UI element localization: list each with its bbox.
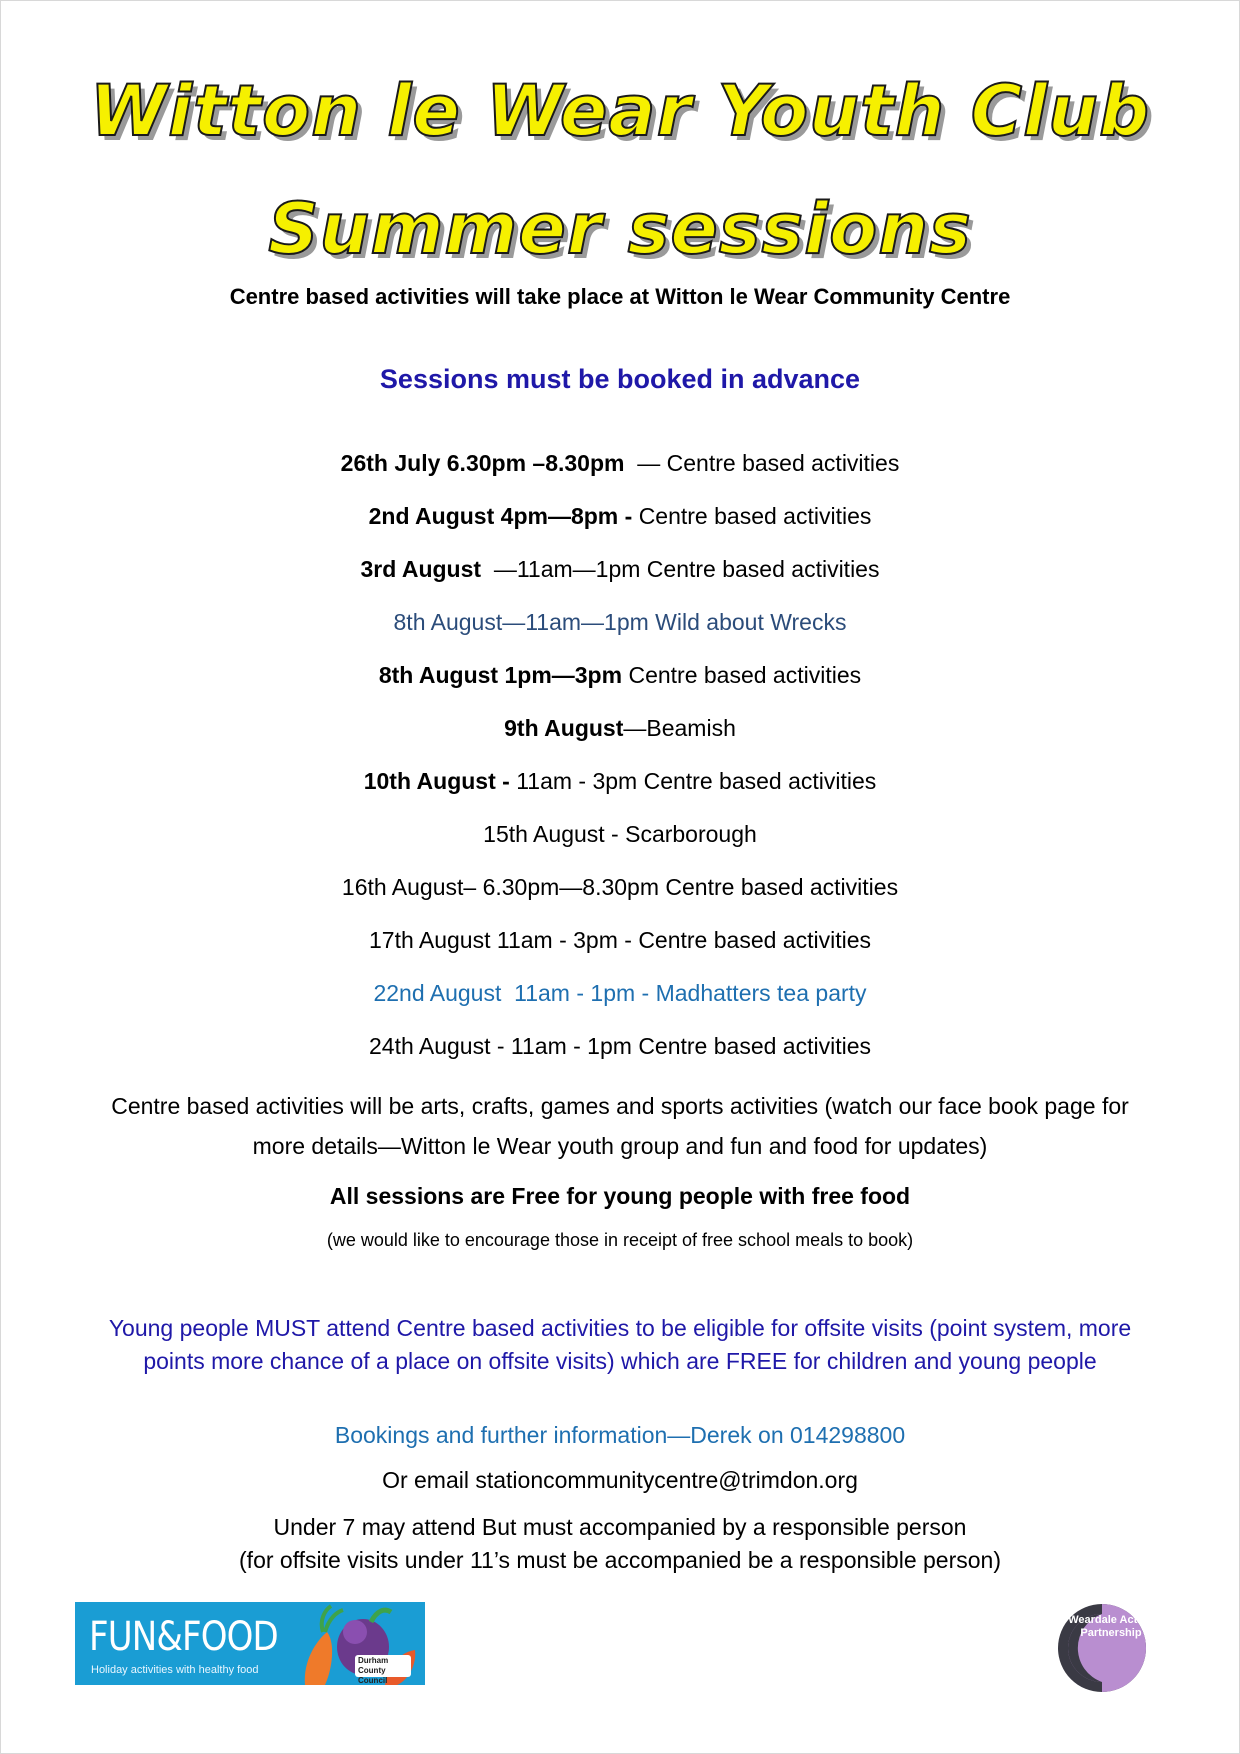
session-date: 10th August - (363, 768, 517, 794)
age-policy-line2: (for offsite visits under 11’s must be accompanied be a responsible person) (239, 1547, 1001, 1573)
session-detail: 8th August—11am—1pm Wild about Wrecks (393, 609, 847, 635)
poster-title-line1: Witton le Wear Youth Club (89, 70, 1151, 152)
session-detail: 22nd August 11am - 1pm - Madhatters tea party (373, 980, 867, 1006)
session-row (0, 818, 1240, 871)
activities-description: Centre based activities will be arts, crafts, games and sports activities (watch our face book page for more details—Witton le Wear youth group and fun and food for updates) (111, 1093, 1129, 1159)
poster-title-line2: Summer sessions (268, 188, 972, 270)
session-row (0, 924, 1240, 977)
session-date: 9th August (504, 715, 624, 741)
booking-advance-heading: Sessions must be booked in advance (379, 364, 861, 394)
free-sessions-note: All sessions are Free for young people with free food (329, 1183, 911, 1209)
session-detail: 24th August - 11am - 1pm Centre based activities (368, 1033, 871, 1059)
session-detail: 11am - 3pm Centre based activities (516, 768, 877, 794)
session-row (0, 712, 1240, 765)
session-row (0, 606, 1240, 659)
session-detail: —Beamish (623, 715, 736, 741)
session-date: 2nd August 4pm—8pm - (368, 503, 639, 529)
email-contact: Or email stationcommunitycentre@trimdon.org (382, 1467, 858, 1493)
fun-and-food-tagline: Holiday activities with healthy food (91, 1664, 259, 1676)
session-row (0, 871, 1240, 924)
weardale-logo-text: Weardale Action Partnership (1068, 1614, 1154, 1639)
session-date: 3rd August (360, 556, 488, 582)
fun-and-food-wordmark: FUN&FOOD (89, 1614, 278, 1660)
session-detail: —11am—1pm Centre based activities (487, 556, 880, 582)
session-row (0, 447, 1240, 500)
session-row (0, 765, 1240, 818)
session-row (0, 553, 1240, 606)
session-date: 8th August 1pm—3pm (378, 662, 629, 688)
session-detail: — Centre based activities (630, 450, 900, 476)
session-row (0, 1030, 1240, 1083)
session-schedule (0, 447, 1240, 1083)
session-detail: Centre based activities (638, 503, 872, 529)
session-row (0, 500, 1240, 553)
session-detail: 17th August 11am - 3pm - Centre based activities (368, 927, 871, 953)
session-detail: 15th August - Scarborough (483, 821, 757, 847)
age-policy (0, 1511, 1240, 1577)
session-detail: 16th August– 6.30pm—8.30pm Centre based activities (341, 874, 899, 900)
free-school-meals-note: (we would like to encourage those in receipt of free school meals to book) (326, 1230, 914, 1250)
age-policy-line1: Under 7 may attend But must accompanied by a responsible person (273, 1514, 967, 1540)
session-row (0, 977, 1240, 1030)
venue-text: Centre based activities will take place at Witton le Wear Community Centre (229, 284, 1011, 309)
eligibility-note: Young people MUST attend Centre based activities to be eligible for offsite visits (point system, more points more chance of a place on offsite visits) which are FREE for children and young people (108, 1315, 1132, 1374)
session-date: 26th July 6.30pm –8.30pm (340, 450, 631, 476)
durham-council-logo: Durham County Council (355, 1655, 411, 1677)
session-detail: Centre based activities (628, 662, 862, 688)
fun-and-food-logo (75, 1602, 425, 1685)
session-row (0, 659, 1240, 712)
bookings-contact: Bookings and further information—Derek on 014298800 (334, 1422, 906, 1448)
